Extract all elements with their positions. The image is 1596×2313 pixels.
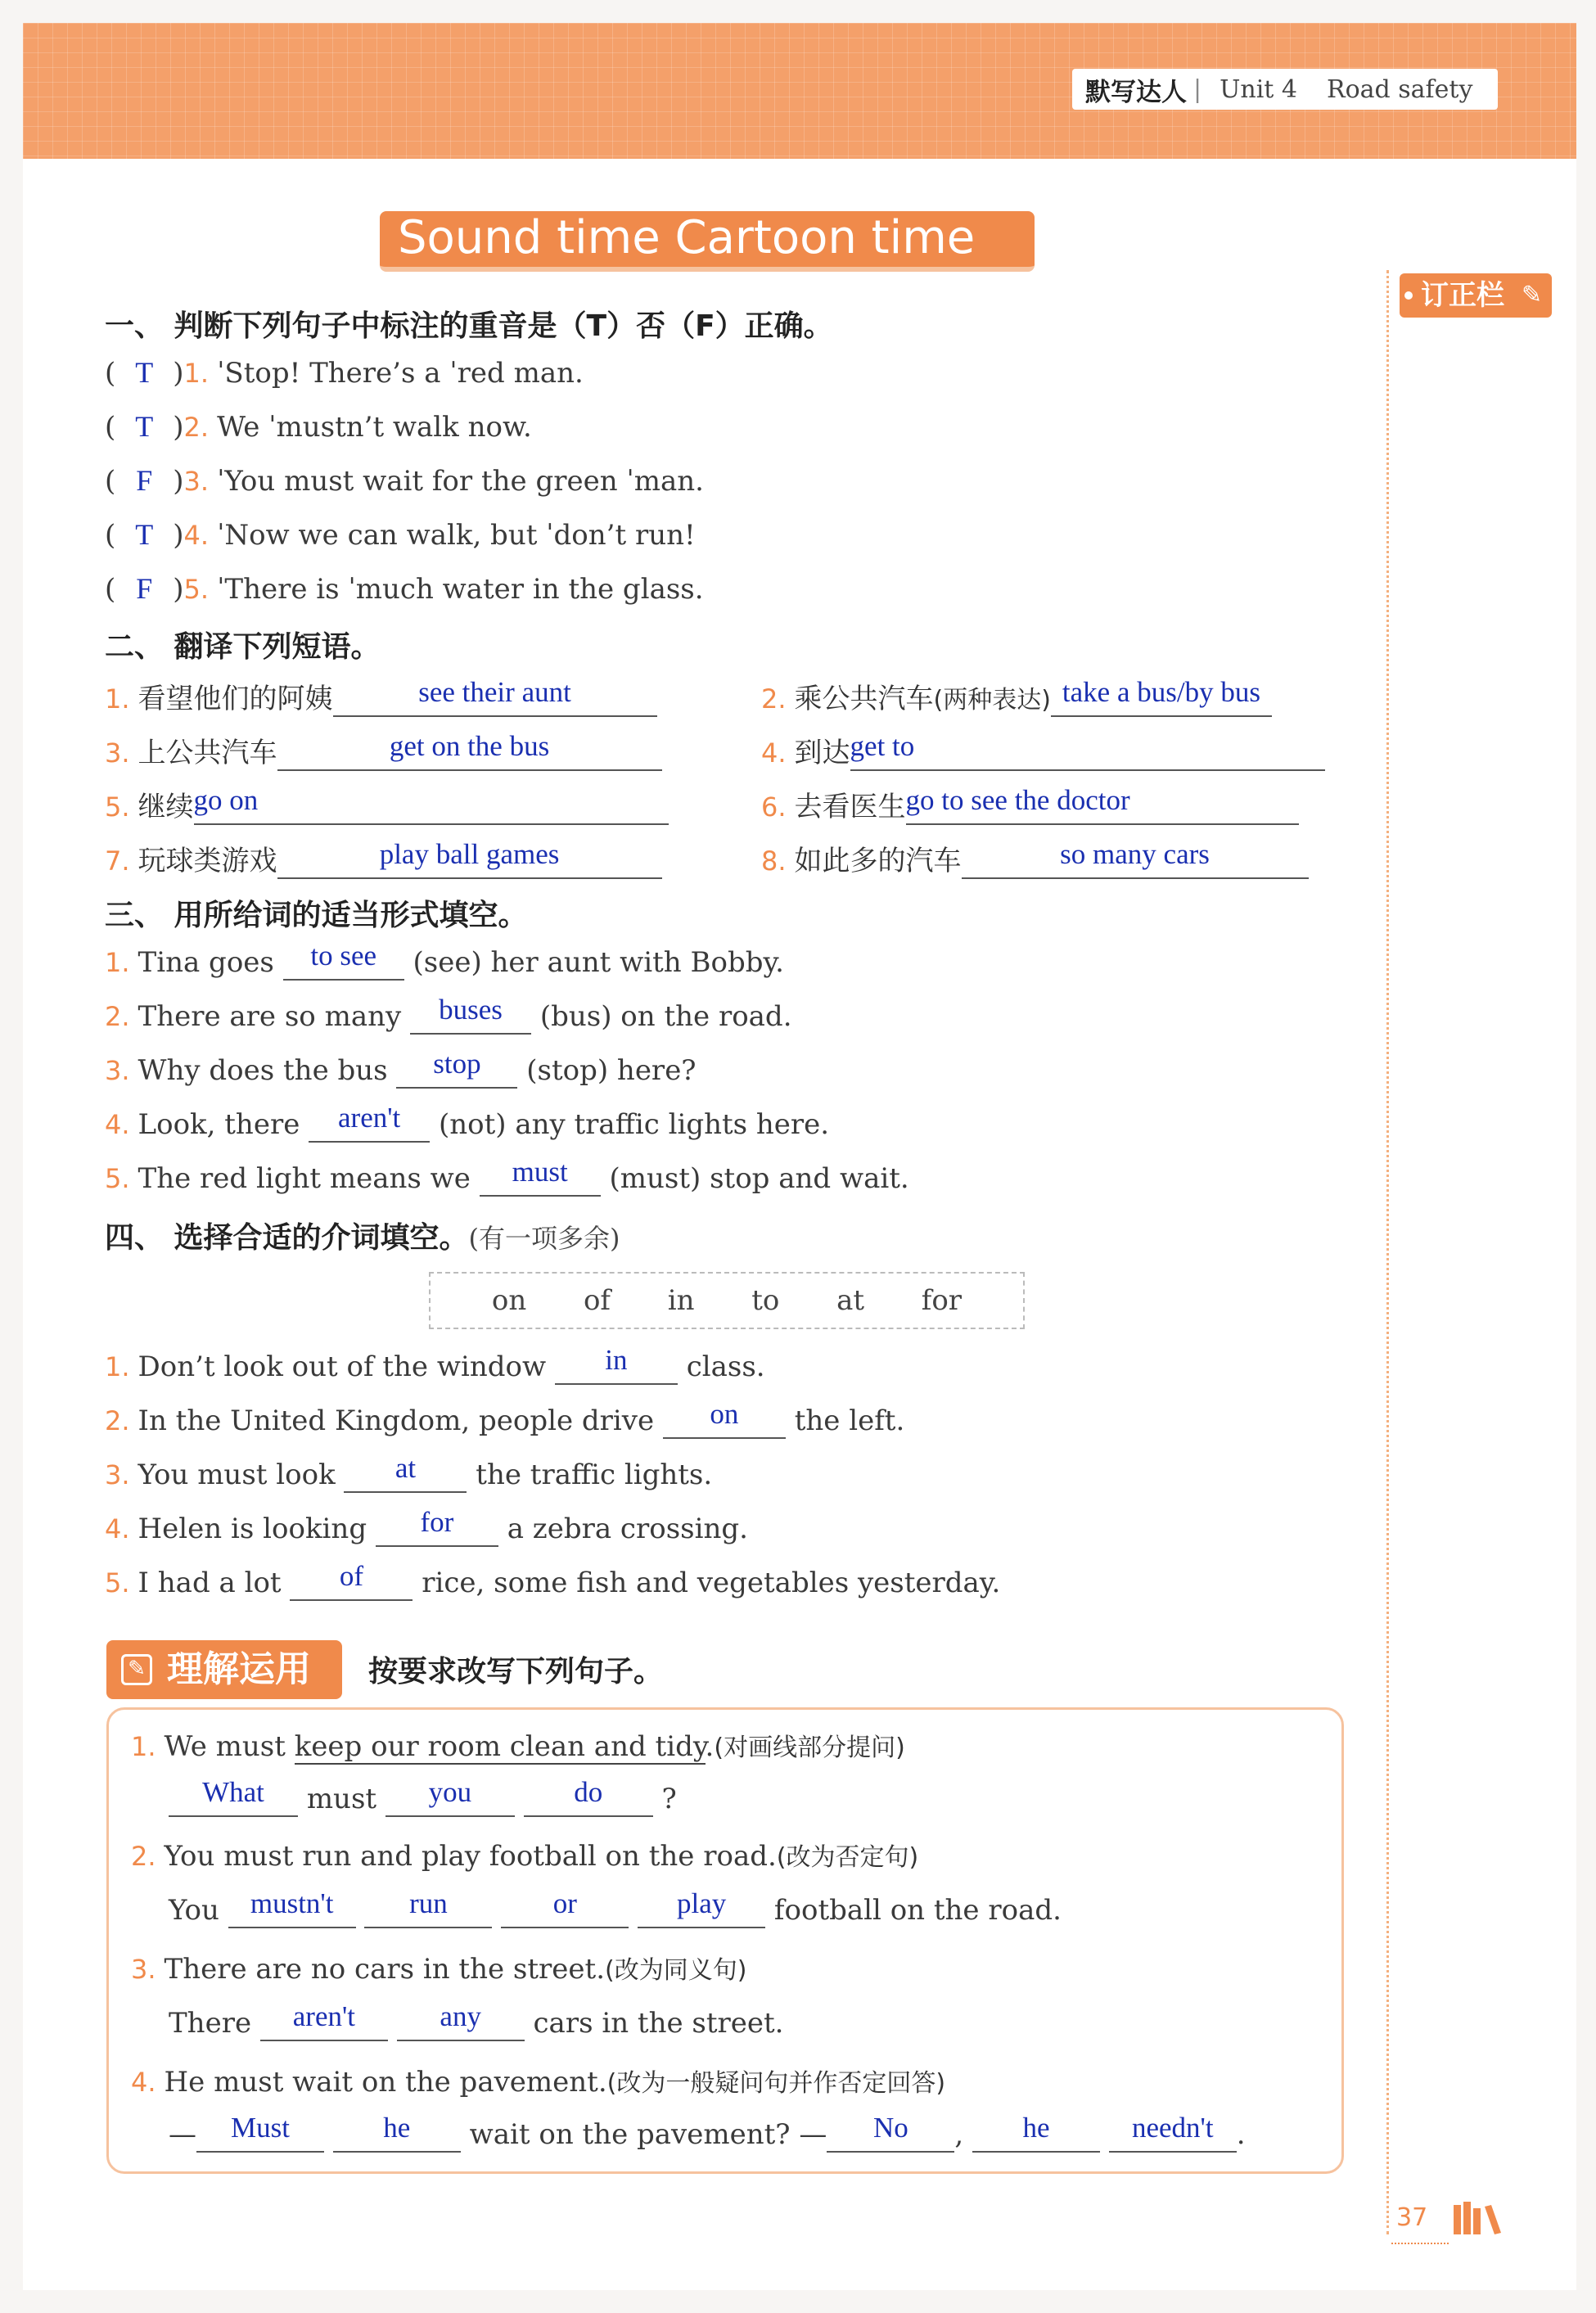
answer-blank: [364, 1887, 492, 1928]
answer-text: so many cars: [1060, 838, 1210, 870]
header-label: [1072, 69, 1498, 110]
sentence-end: the left.: [794, 1404, 905, 1437]
list-item: [105, 1156, 909, 1197]
answer-blank: [972, 2112, 1100, 2153]
part4-heading-text: 四、 选择合适的介词填空。: [105, 1221, 469, 1255]
answer-text: mustn't: [250, 1887, 334, 1919]
list-item: [131, 2063, 945, 2099]
list-item: [761, 676, 1272, 717]
sentence-text: There are no cars in the street.: [164, 1953, 606, 1986]
item-number: 3.: [105, 1459, 130, 1490]
sentence-start: You: [169, 1894, 219, 1927]
answer-text: Must: [231, 2112, 290, 2144]
answer-blank: [663, 1398, 786, 1439]
answer-blank: [277, 730, 662, 771]
tag-dot: [1404, 291, 1413, 300]
underlined-phrase: keep our room clean and tidy: [294, 1730, 706, 1763]
item-number: 4.: [761, 737, 787, 769]
tf-answer: F: [136, 464, 153, 497]
list-item: [105, 1506, 748, 1547]
answer-text: for: [420, 1506, 454, 1538]
list-item: [105, 676, 657, 717]
answer-blank: [193, 784, 669, 825]
pencil-icon: ✎: [1521, 281, 1542, 309]
item-text: We ˈmustn’t walk now.: [217, 411, 532, 444]
list-item: [105, 940, 784, 981]
item-number: 1.: [105, 947, 130, 978]
sentence-end: (not) any traffic lights here.: [438, 1108, 830, 1141]
answer-text: What: [202, 1776, 264, 1808]
sentence-start: Don’t look out of the window: [138, 1350, 547, 1383]
page-number-rule: [1391, 2243, 1449, 2244]
part4-heading: [105, 1215, 620, 1256]
answer-text: stop: [433, 1048, 481, 1080]
answer-blank: [524, 1776, 653, 1817]
list-item: [105, 784, 669, 825]
list-item: [105, 730, 662, 771]
chinese-note: (两种表达): [933, 686, 1051, 715]
answer-blank: [638, 1887, 765, 1928]
list-item: ( F )5. ˈThere is ˈmuch water in the glass.: [105, 572, 704, 606]
item-number: 2.: [105, 1001, 130, 1032]
chinese-phrase: 如此多的汽车: [794, 845, 962, 877]
item-number: 6.: [761, 791, 787, 823]
item-number: 4.: [183, 520, 210, 551]
answer-blank: [309, 1102, 430, 1143]
sentence-start: In the United Kingdom, people drive: [138, 1404, 655, 1437]
sentence-end: rice, some fish and vegetables yesterday.: [422, 1567, 1001, 1599]
answer-blank: [277, 838, 662, 879]
item-number: 5.: [183, 574, 210, 605]
comma: ,: [954, 2118, 964, 2151]
item-number: 3.: [105, 737, 130, 769]
sentence-end: (bus) on the road.: [539, 1000, 792, 1033]
chinese-phrase: 去看医生: [794, 791, 906, 823]
part2-heading: 二、 翻译下列短语。: [105, 630, 381, 664]
answer-text: No: [872, 2112, 908, 2144]
answer-blank: [228, 1887, 356, 1928]
sentence-word: must: [306, 1783, 377, 1815]
answer-text: to see: [310, 940, 377, 972]
answer-blank: [283, 940, 404, 981]
sentence-end: (see) her aunt with Bobby.: [413, 946, 784, 979]
answer-blank: [850, 730, 1325, 771]
answer-text: run: [409, 1887, 448, 1919]
sentence-start: Helen is looking: [138, 1513, 367, 1545]
answer-blank: [344, 1452, 467, 1493]
part5-heading: 按要求改写下列句子。: [368, 1655, 664, 1689]
sentence-start: There: [169, 2007, 252, 2040]
list-item: ( T )1. ˈStop! There’s a ˈred man.: [105, 356, 584, 390]
answer-text: play: [676, 1887, 727, 1919]
chinese-phrase: 玩球类游戏: [138, 845, 277, 877]
answer-text: get to: [850, 730, 915, 762]
answer-text: aren't: [338, 1102, 401, 1134]
list-item: ( F )3. ˈYou must wait for the green ˈman.: [105, 464, 704, 498]
page-number: 37: [1396, 2203, 1428, 2232]
answer-text: aren't: [292, 2000, 356, 2032]
sentence-end: cars in the street.: [533, 2007, 784, 2040]
answer-text: on: [710, 1398, 739, 1430]
chinese-phrase: 上公共汽车: [138, 737, 277, 769]
header-separator: |: [1193, 74, 1202, 104]
list-item: [761, 838, 1309, 879]
item-text: ˈThere is ˈmuch water in the glass.: [217, 573, 704, 606]
section-title: Sound time Cartoon time: [380, 211, 1035, 272]
item-number: 1.: [183, 358, 210, 389]
word-bank-item: on: [491, 1284, 527, 1317]
part1-heading: 一、 判断下列句子中标注的重音是（T）否（F）正确。: [105, 309, 833, 343]
sentence-end: .: [1236, 2118, 1246, 2151]
edit-icon: ✎: [121, 1654, 152, 1685]
part4-note: (有一项多余): [468, 1223, 620, 1254]
part3-heading: 三、 用所给词的适当形式填空。: [105, 899, 528, 932]
tf-answer: T: [135, 356, 154, 389]
sentence-end: (must) stop and wait.: [609, 1162, 909, 1195]
item-number: 2.: [761, 683, 787, 715]
word-bank-item: in: [667, 1284, 695, 1317]
answer-blank: [410, 994, 531, 1035]
item-number: 2.: [183, 412, 210, 443]
tf-answer: T: [135, 518, 154, 551]
answer-text: do: [574, 1776, 603, 1808]
list-item: [105, 1344, 765, 1385]
word-bank-item: for: [921, 1284, 963, 1317]
item-number: 7.: [105, 845, 130, 877]
answer-text: he: [383, 2112, 411, 2144]
sentence-text: You must run and play football on the road.: [164, 1840, 777, 1873]
list-item: ( T )2. We ˈmustn’t walk now.: [105, 410, 532, 444]
answer-text: play ball games: [379, 838, 560, 870]
answer-text: any: [440, 2000, 481, 2032]
answer-blank: [290, 1560, 413, 1601]
list-item: [105, 838, 662, 879]
tf-answer: T: [135, 410, 154, 443]
word-bank: [429, 1272, 1025, 1329]
item-number: 4.: [105, 1109, 130, 1140]
chinese-phrase: 看望他们的阿姨: [138, 683, 333, 715]
answer-text: he: [1022, 2112, 1050, 2144]
item-number: 3.: [183, 466, 210, 497]
answer-blank: [1051, 676, 1272, 717]
list-item: [105, 1560, 1001, 1601]
item-number: 4.: [131, 2067, 156, 2098]
answer-text: or: [552, 1887, 577, 1919]
dash: —: [799, 2118, 827, 2151]
answer-blank: [376, 1506, 498, 1547]
sentence-end: .: [705, 1730, 715, 1763]
answer-line: [169, 1887, 1062, 1928]
item-number: 5.: [105, 1567, 130, 1598]
answer-blank: [396, 1048, 517, 1089]
answer-text: take a bus/by bus: [1062, 676, 1260, 708]
answer-blank: [196, 2112, 324, 2153]
item-number: 5.: [105, 791, 130, 823]
list-item: [105, 1452, 713, 1493]
list-item: ( T )4. ˈNow we can walk, but ˈdon’t run!: [105, 518, 696, 552]
answer-text: in: [605, 1344, 628, 1376]
item-number: 2.: [105, 1405, 130, 1436]
answer-blank: [333, 2112, 461, 2153]
word-bank-item: to: [751, 1284, 780, 1317]
item-text: ˈStop! There’s a ˈred man.: [217, 357, 584, 390]
answer-blank: [480, 1156, 601, 1197]
answer-text: get on the bus: [389, 730, 550, 762]
word-bank-item: of: [583, 1284, 611, 1317]
item-number: 1.: [131, 1731, 156, 1762]
requirement-note: (改为一般疑问句并作否定回答): [606, 2069, 946, 2098]
answer-text: you: [428, 1776, 472, 1808]
sentence-end: the traffic lights.: [476, 1459, 713, 1491]
sentence-start: Look, there: [138, 1108, 300, 1141]
correction-column-line: [1386, 270, 1389, 2234]
correction-label: 订正栏: [1421, 279, 1504, 312]
sentence-start: You must look: [138, 1459, 336, 1491]
item-number: 3.: [105, 1055, 130, 1086]
section-tag: [106, 1640, 342, 1699]
answer-text: go on: [193, 784, 259, 816]
list-item: [761, 784, 1299, 825]
answer-blank: [397, 2000, 525, 2041]
brand-name: 默写达人: [1085, 77, 1187, 107]
dash: —: [169, 2118, 196, 2151]
list-item: [131, 1950, 746, 1986]
answer-text: must: [512, 1156, 568, 1188]
answer-blank: [260, 2000, 388, 2041]
answer-text: go to see the doctor: [905, 784, 1130, 816]
sentence-start: The red light means we: [138, 1162, 471, 1195]
answer-blank: [333, 676, 657, 717]
books-icon: [1452, 2200, 1509, 2236]
item-number: 3.: [131, 1954, 156, 1985]
answer-blank: [962, 838, 1309, 879]
list-item: [761, 730, 1325, 771]
list-item: [105, 1398, 905, 1439]
answer-blank: [169, 1776, 298, 1817]
answer-blank: [827, 2112, 954, 2153]
list-item: [105, 1048, 697, 1089]
chinese-phrase: 到达: [794, 737, 850, 769]
list-item: [131, 1727, 905, 1763]
item-text: ˈYou must wait for the green ˈman.: [217, 465, 704, 498]
answer-blank: [1109, 2112, 1237, 2153]
sentence-start: We must: [164, 1730, 295, 1763]
sentence-end: ?: [661, 1783, 677, 1815]
sentence-end: a zebra crossing.: [507, 1513, 748, 1545]
section-tag-label: 理解运用: [167, 1648, 311, 1690]
item-number: 8.: [761, 845, 787, 877]
list-item: [131, 1837, 918, 1873]
topic-label: Road safety: [1327, 74, 1473, 104]
requirement-note: (改为否定句): [776, 1843, 919, 1872]
answer-text: see their aunt: [418, 676, 571, 708]
sentence-start: I had a lot: [138, 1567, 282, 1599]
list-item: [105, 1102, 830, 1143]
sentence-end: class.: [686, 1350, 765, 1383]
exercise-box: [106, 1707, 1344, 2174]
item-number: 5.: [105, 1163, 130, 1194]
answer-text: buses: [439, 994, 503, 1026]
answer-line: [169, 2000, 784, 2041]
tf-answer: F: [136, 572, 153, 605]
list-item: [105, 994, 792, 1035]
answer-line: [169, 1776, 677, 1817]
chinese-phrase: 乘公共汽车: [794, 683, 934, 715]
sentence-start: Tina goes: [138, 946, 274, 979]
chinese-phrase: 继续: [138, 791, 194, 823]
sentence-end: football on the road.: [773, 1894, 1062, 1927]
answer-line: [169, 2112, 1246, 2153]
answer-text: needn't: [1131, 2112, 1214, 2144]
sentence-start: There are so many: [138, 1000, 402, 1033]
sentence-word: wait on the pavement?: [469, 2118, 791, 2151]
word-bank-item: at: [836, 1284, 865, 1317]
answer-text: of: [339, 1560, 363, 1592]
item-number: 1.: [105, 683, 130, 715]
item-text: ˈNow we can walk, but ˈdon’t run!: [217, 519, 696, 552]
answer-blank: [555, 1344, 678, 1385]
answer-text: at: [394, 1452, 417, 1484]
sentence-text: He must wait on the pavement.: [164, 2066, 607, 2099]
requirement-note: (改为同义句): [605, 1956, 747, 1985]
item-number: 1.: [105, 1351, 130, 1382]
item-number: 4.: [105, 1513, 130, 1544]
answer-blank: [385, 1776, 515, 1817]
answer-blank: [905, 784, 1299, 825]
unit-label: Unit 4: [1220, 74, 1297, 104]
sentence-end: (stop) here?: [526, 1054, 697, 1087]
item-number: 2.: [131, 1841, 156, 1872]
sentence-start: Why does the bus: [138, 1054, 388, 1087]
answer-blank: [501, 1887, 629, 1928]
correction-column-tag: [1400, 273, 1552, 318]
requirement-note: (对画线部分提问): [714, 1734, 905, 1762]
